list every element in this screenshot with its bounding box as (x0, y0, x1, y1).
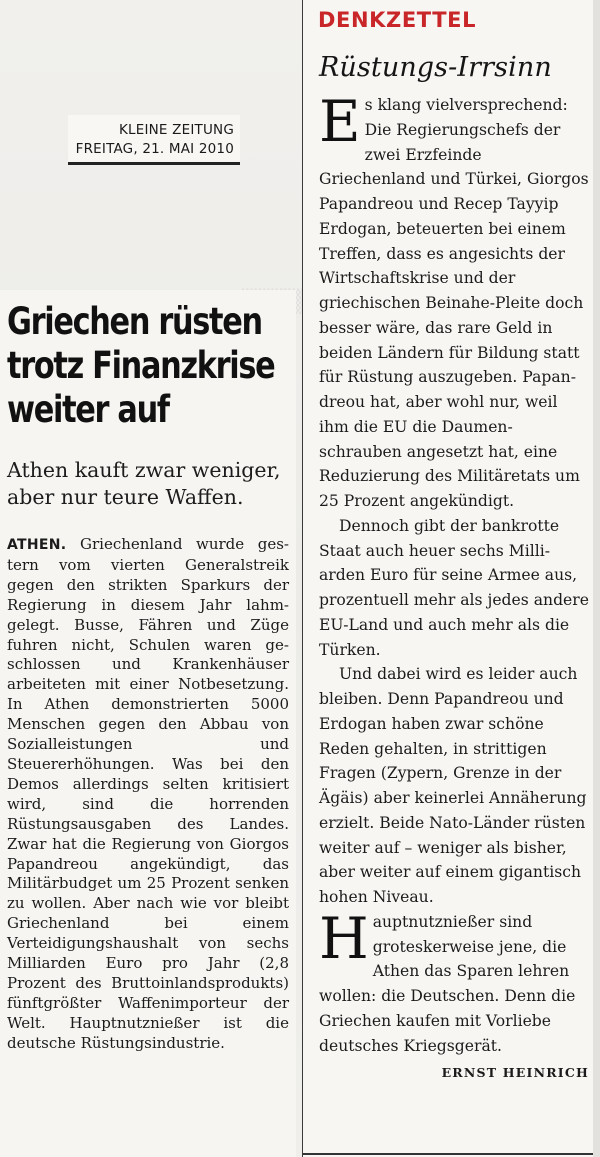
commentary-title: Rüstungs-Irrsinn (319, 52, 552, 83)
paragraph-3: Und dabei wird es leider auch bleiben. Denn Papandreou und Erdogan haben zwar schöne Reden gehalten, in strittigen Fragen (Zypern, Grenze in der Ägäis) aber keinerlei Annäherung erzielt. Beide Nato-Länder rüsten weiter auf – weniger als bisher, aber weiter auf einem gigantisch hohen Niveau. (319, 665, 587, 906)
article-body-text: Griechenland wurde gestern vom vierten Generalstreik gegen den strikten Sparkurs der Regierung in diesem Jahr lahmgelegt. Busse, Fähren und Züge fuhren nicht, Schulen waren geschlossen und Krankenhäuser arbeiteten mit einer Notbesetzung. In Athen demonstrierten 5000 Menschen gegen den Abbau von Sozialleistungen und Steuererhöhungen. Was bei den Demos allerdings selten kritisiert wird, sind die horrenden Rüstungsausgaben des Landes. Zwar hat die Regierung von Giorgos Papandreou angekündigt, das Militärbudget um 25 Prozent senken zu wollen. Aber nach wie vor bleibt Griechenland bei einem Verteidigungshaushalt von sechs Milliarden Euro pro Jahr (2,8 Prozent des Bruttoinlandsprodukts) fünftgrößter Waffenimporteur der Welt. Hauptnutznießer ist die deutsche Rüstungsindustrie. (7, 535, 289, 1052)
author-byline: ERNST HEINRICH (441, 1065, 589, 1081)
source-label (68, 115, 240, 165)
page-edge (593, 0, 600, 1157)
dateline: ATHEN. (7, 537, 67, 553)
article-subheadline: Athen kauft zwar weniger, aber nur teure Waffen. (7, 458, 281, 509)
headline-line-1: Griechen rüsten (7, 300, 262, 343)
paragraph-4-text: auptnutznießer sind groteskerweise jene, die Athen das Sparen lehren wollen: die Deutschen. Denn die Griechen kaufen mit Vorliebe deutsches Kriegsgerät. (319, 912, 576, 1055)
newspaper-name: KLEINE ZEITUNG (118, 122, 234, 138)
commentary-body (319, 89, 589, 1086)
drop-cap: H (319, 905, 369, 972)
paragraph-4 (319, 905, 589, 1081)
paragraph-1 (319, 89, 589, 514)
article-headline (7, 300, 290, 432)
paragraph-1-text: s klang vielversprechend: Die Regierungschefs der zwei Erzfeinde Griechenland und Türkei, Giorgos Papandreou und Recep Tayyip Erdogan, beteuerten bei einem Treffen, dass es angesichts der Wirtschaftskrise und der griechischen Beinahe-Pleite doch besser wäre, das rare Geld in beiden Ländern für Bildung statt für Rüstung auszugeben. Papandreou hat, aber wohl nur, weil ihm die EU die Daumenschrauben angesetzt hat, eine Reduzierung des Militäretats um 25 Prozent angekündigt. (319, 96, 589, 510)
headline-line-3: weiter auf (7, 388, 169, 431)
paragraph-2: Dennoch gibt der bankrotte Staat auch heuer sechs Milliarden Euro für seine Armee aus, prozentuell mehr als jedes andere EU-Land und auch mehr als die Türken. (319, 516, 589, 659)
drop-cap: E (319, 89, 361, 155)
publication-date: FREITAG, 21. MAI 2010 (75, 141, 234, 157)
headline-line-2: trotz Finanzkrise (7, 344, 275, 387)
article-body (7, 535, 289, 1054)
bottom-rule (303, 1153, 593, 1155)
column-kicker: DENKZETTEL (318, 8, 477, 32)
